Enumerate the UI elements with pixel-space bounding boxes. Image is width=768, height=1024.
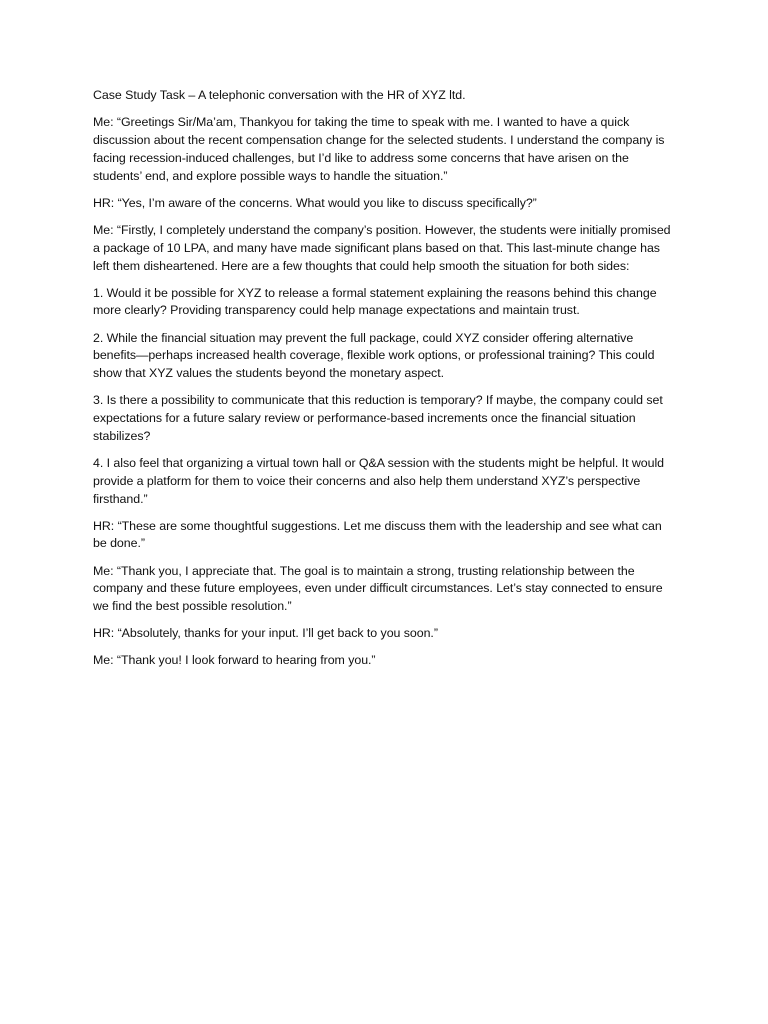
- paragraph-point-4: 4. I also feel that organizing a virtual town hall or Q&A session with the students might be helpful. It would provide a platform for them to voice their concerns and also help them understand XYZ’s perspective firsthand.”: [93, 455, 664, 506]
- paragraph-hr-suggestions: HR: “These are some thoughtful suggestions. Let me discuss them with the leadership and see what can be done.”: [93, 518, 662, 551]
- paragraph-hr-absolutely: HR: “Absolutely, thanks for your input. I’ll get back to you soon.”: [93, 626, 438, 641]
- paragraph-me-greeting: Me: “Greetings Sir/Ma’am, Thankyou for taking the time to speak with me. I wanted to have a quick discussion about the recent compensation change for the selected students. I understand the company is facing recession-induced challenges, but I’d like to address some concerns that have arisen on the students’ end, and explore possible ways to handle the situation.”: [93, 115, 665, 183]
- paragraph-me-closing: Me: “Thank you! I look forward to hearing from you.”: [93, 653, 376, 668]
- document-title: Case Study Task – A telephonic conversation with the HR of XYZ ltd.: [93, 88, 466, 102]
- paragraph-me-position: Me: “Firstly, I completely understand the company’s position. However, the students were initially promised a package of 10 LPA, and many have made significant plans based on that. This last-minute change has left them disheartened. Here are a few thoughts that could help smooth the situation for both sides:: [93, 222, 671, 273]
- paragraph-point-1: 1. Would it be possible for XYZ to release a formal statement explaining the reasons behind this change more clearly? Providing transparency could help manage expectations and maintain trust.: [93, 285, 657, 318]
- paragraph-point-2: 2. While the financial situation may prevent the full package, could XYZ consider offering alternative benefits—perhaps increased health coverage, flexible work options, or professional training? This could show that XYZ values the students beyond the monetary aspect.: [93, 330, 655, 381]
- document-body: [93, 87, 678, 679]
- paragraph-hr-aware: HR: “Yes, I’m aware of the concerns. What would you like to discuss specifically?”: [93, 195, 537, 210]
- paragraph-point-3: 3. Is there a possibility to communicate that this reduction is temporary? If maybe, the company could set expectations for a future salary review or performance-based increments once the financial situation stabilizes?: [93, 393, 663, 443]
- paragraph-me-thanks: Me: “Thank you, I appreciate that. The goal is to maintain a strong, trusting relationship between the company and these future employees, even under difficult circumstances. Let’s stay connected to ensure we find the best possible resolution.”: [93, 563, 663, 614]
